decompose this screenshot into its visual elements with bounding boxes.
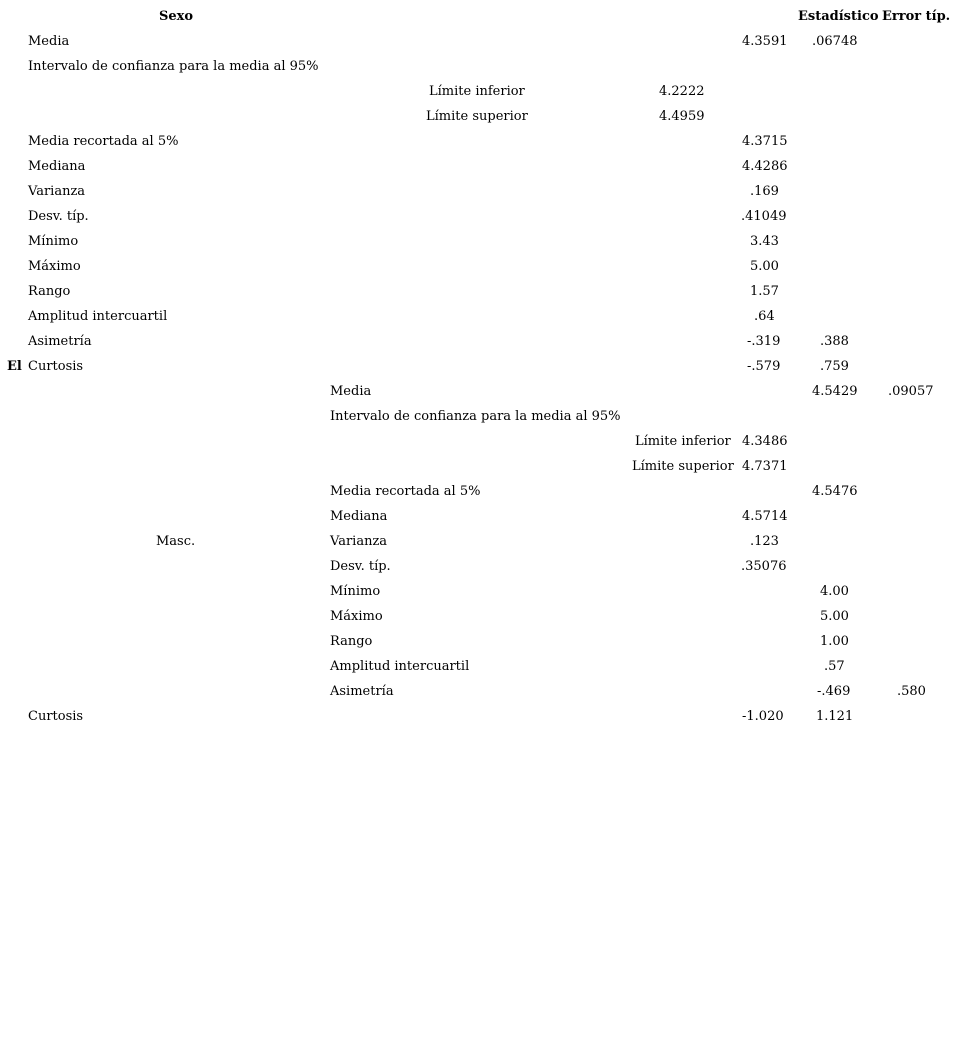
b1-limite-inferior-stat: 4.2222	[659, 84, 705, 99]
b1-amplitud-stat: .64	[754, 309, 775, 324]
b1-amplitud-label: Amplitud intercuartil	[28, 309, 168, 324]
b1-limite-superior-label: Límite superior	[426, 109, 528, 124]
b2-maximo-stat: 5.00	[820, 609, 849, 624]
b1-minimo-label: Mínimo	[28, 234, 79, 249]
b2-media-stat: 4.5429	[812, 384, 858, 399]
b1-intervalo-label: Intervalo de confianza para la media al 95%	[28, 59, 319, 74]
b1-minimo-stat: 3.43	[750, 234, 779, 249]
b2-media-recortada-label: Media recortada al 5%	[330, 484, 481, 499]
b1-desv-tip-label: Desv. típ.	[28, 209, 89, 224]
b1-media-stat: 4.3591	[742, 34, 788, 49]
b1-media-err: .06748	[812, 34, 858, 49]
b2-limite-superior-label: Límite superior	[632, 459, 734, 474]
b2-rango-stat: 1.00	[820, 634, 849, 649]
b2-limite-inferior-stat: 4.3486	[742, 434, 788, 449]
b1-media-recortada-stat: 4.3715	[742, 134, 788, 149]
row-label-el: El	[7, 359, 22, 374]
b2-asimetria-label: Asimetría	[330, 684, 394, 699]
b1-mediana-stat: 4.4286	[742, 159, 788, 174]
b1-limite-superior-stat: 4.4959	[659, 109, 705, 124]
b1-curtosis-label: Curtosis	[28, 359, 84, 374]
b2-media-recortada-stat: 4.5476	[812, 484, 858, 499]
header-error-tip: Error típ.	[882, 9, 951, 24]
b1-limite-inferior-label: Límite inferior	[429, 84, 525, 99]
b2-intervalo-label: Intervalo de confianza para la media al 95%	[330, 409, 621, 424]
b2-curtosis-stat: -1.020	[742, 709, 784, 724]
b2-minimo-stat: 4.00	[820, 584, 849, 599]
b2-media-err: .09057	[888, 384, 934, 399]
b2-mediana-stat: 4.5714	[742, 509, 788, 524]
header-estadistico: Estadístico	[798, 9, 879, 24]
b2-amplitud-label: Amplitud intercuartil	[330, 659, 470, 674]
b1-curtosis-err: .759	[820, 359, 849, 374]
b1-asimetria-label: Asimetría	[28, 334, 92, 349]
b1-media-recortada-label: Media recortada al 5%	[28, 134, 179, 149]
header-sexo: Sexo	[159, 9, 194, 24]
b2-media-label: Media	[330, 384, 372, 399]
b2-curtosis-err: 1.121	[816, 709, 854, 724]
b1-curtosis-stat: -.579	[747, 359, 781, 374]
b1-maximo-stat: 5.00	[750, 259, 779, 274]
b1-varianza-label: Varianza	[28, 184, 86, 199]
b2-varianza-stat: .123	[750, 534, 779, 549]
b2-asimetria-err: .580	[897, 684, 926, 699]
b2-mediana-label: Mediana	[330, 509, 388, 524]
b1-rango-label: Rango	[28, 284, 71, 299]
b1-desv-tip-stat: .41049	[741, 209, 787, 224]
group-label-masc: Masc.	[156, 534, 196, 549]
b1-rango-stat: 1.57	[750, 284, 779, 299]
b1-varianza-stat: .169	[750, 184, 779, 199]
b1-asimetria-stat: -.319	[747, 334, 781, 349]
b2-limite-superior-stat: 4.7371	[742, 459, 788, 474]
b1-media-label: Media	[28, 34, 70, 49]
b2-minimo-label: Mínimo	[330, 584, 381, 599]
b2-curtosis-label: Curtosis	[28, 709, 84, 724]
b2-amplitud-stat: .57	[824, 659, 845, 674]
b2-desv-tip-label: Desv. típ.	[330, 559, 391, 574]
b2-desv-tip-stat: .35076	[741, 559, 787, 574]
b2-limite-inferior-label: Límite inferior	[635, 434, 731, 449]
b2-varianza-label: Varianza	[330, 534, 388, 549]
b1-maximo-label: Máximo	[28, 259, 81, 274]
b2-maximo-label: Máximo	[330, 609, 383, 624]
b2-asimetria-stat: -.469	[817, 684, 851, 699]
b1-asimetria-err: .388	[820, 334, 849, 349]
b2-rango-label: Rango	[330, 634, 373, 649]
b1-mediana-label: Mediana	[28, 159, 86, 174]
